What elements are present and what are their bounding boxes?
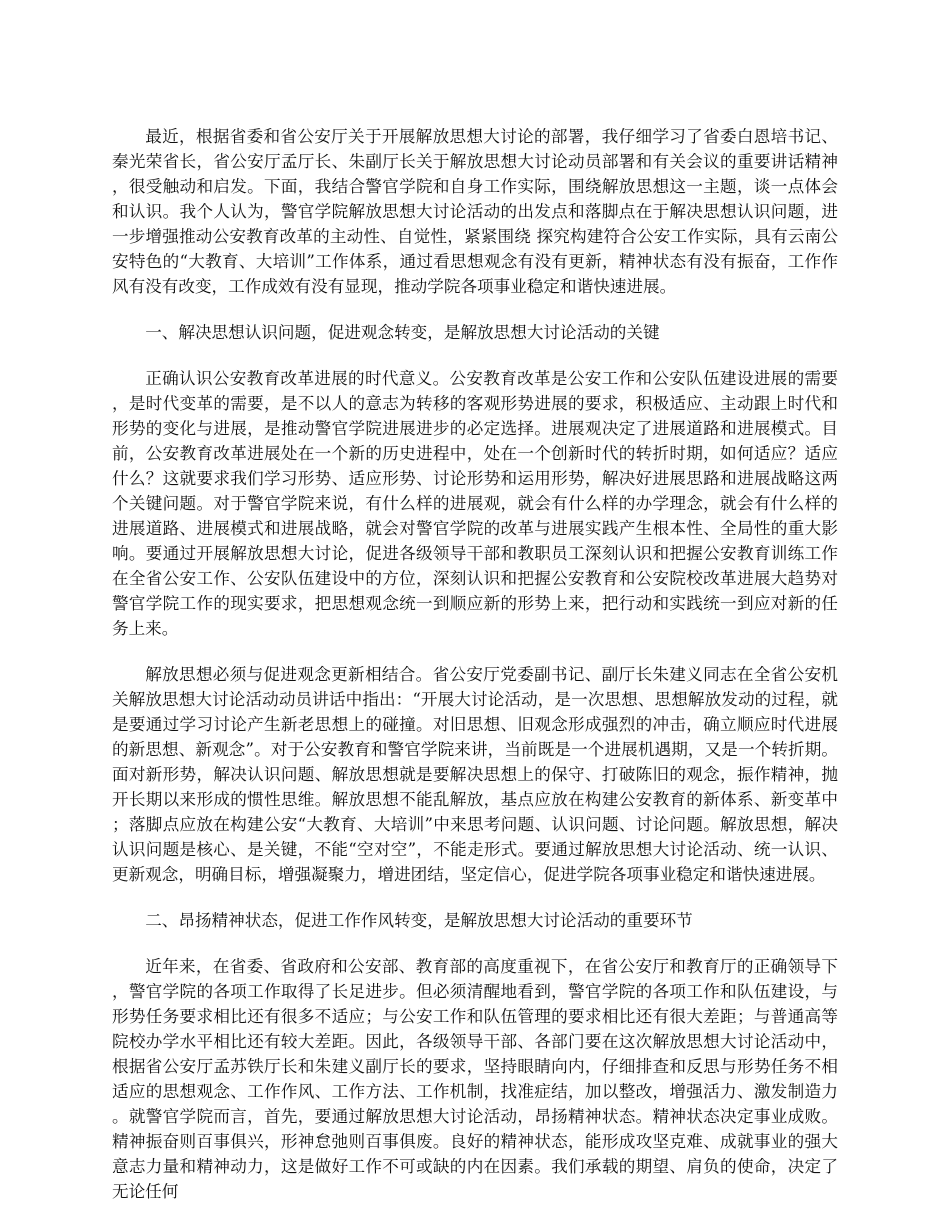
section-heading-1: 一、解决思想认识问题，促进观念转变，是解放思想大讨论活动的关键 [145, 323, 660, 342]
section-heading-2: 二、昂扬精神状态，促进工作作风转变，是解放思想大讨论活动的重要环节 [145, 911, 693, 930]
body-paragraph-mindset: 解放思想必须与促进观念更新相结合。省公安厅党委副书记、副厅长朱建义同志在全省公安机关解放思想大讨论活动动员讲话中指出：“开展大讨论活动，是一次思想、思想解放发动的过程，就是要通过学习讨论产生新老思想上的碰撞。对旧思想、旧观念形成强烈的冲击，确立顺应时代进展的新思想、新观念”。对于公安教育和警官学院来讲，当前既是一个进展机遇期，又是一个转折期。面对新形势，解决认识问题、解放思想就是要解决思想上的保守、打破陈旧的观念，振作精神，抛开长期以来形成的惯性思维。解放思想不能乱解放，基点应放在构建公安教育的新体系、新变革中；落脚点应放在构建公安“大教育、大培训”中来思考问题、认识问题、讨论问题。解放思想，解决认识问题是核心、是关键，不能“空对空”，不能走形式。要通过解放思想大讨论活动、统一认识、更新观念，明确目标，增强凝聚力，增进团结，坚定信心，促进学院各项事业稳定和谐快速进展。 [112, 665, 838, 884]
body-paragraph-intro: 最近，根据省委和省公安厅关于开展解放思想大讨论的部署，我仔细学习了省委白恩培书记、秦光荣省长，省公安厅孟厅长、朱副厅长关于解放思想大讨论动员部署和有关会议的重要讲话精神，很受触动和启发。下面，我结合警官学院和自身工作实际，围绕解放思想这一主题，谈一点体会和认识。我个人认为，警官学院解放思想大讨论活动的出发点和落脚点在于解决思想认识问题，进一步增强推动公安教育改革的主动性、自觉性，紧紧围绕 探究构建符合公安工作实际，具有云南公安特色的“大教育、大培训”工作体系，通过看思想观念有没有更新，精神状态有没有振奋，工作作风有没有改变，工作成效有没有显现，推动学院各项事业稳定和谐快速进展。 [112, 127, 838, 296]
body-paragraph-spirit: 近年来，在省委、省政府和公安部、教育部的高度重视下，在省公安厅和教育厅的正确领导下，警官学院的各项工作取得了长足进步。但必须清醒地看到，警官学院的各项工作和队伍建设，与形势任务要求相比还有很多不适应；与公安工作和队伍管理的要求相比还有很大差距；与普通高等院校办学水平相比还有较大差距。因此，各级领导干部、各部门要在这次解放思想大讨论活动中，根据省公安厅孟苏铁厅长和朱建义副厅长的要求，坚持眼睛向内，仔细排查和反思与形势任务不相适应的思想观念、工作作风、工作方法、工作机制，找准症结，加以整改，增强活力、激发制造力。就警官学院而言，首先，要通过解放思想大讨论活动，昂扬精神状态。精神状态决定事业成败。精神振奋则百事俱兴，形神怠弛则百事俱废。良好的精神状态，能形成攻坚克难、成就事业的强大意志力量和精神动力，这是做好工作不可或缺的内在因素。我们承载的期望、肩负的使命，决定了无论任何 [112, 957, 838, 1201]
document-page [112, 124, 838, 1204]
body-paragraph-significance: 正确认识公安教育改革进展的时代意义。公安教育改革是公安工作和公安队伍建设进展的需要，是时代变革的需要，是不以人的意志为转移的客观形势进展的要求，积极适应、主动跟上时代和形势的变化与进展，是推动警官学院进展进步的必定选择。进展观决定了进展道路和进展模式。目前，公安教育改革进展处在一个新的历史进程中，处在一个创新时代的转折时期，如何适应？适应什么？这就要求我们学习形势、适应形势、讨论形势和运用形势，解决好进展思路和进展战略这两个关键问题。对于警官学院来说，有什么样的进展观，就会有什么样的办学理念，就会有什么样的进展道路、进展模式和进展战略，就会对警官学院的改革与进展实践产生根本性、全局性的重大影响。要通过开展解放思想大讨论，促进各级领导干部和教职员工深刻认识和把握公安教育训练工作在全省公安工作、公安队伍建设中的方位，深刻认识和把握公安教育和公安院校改革进展大趋势对警官学院工作的现实要求，把思想观念统一到顺应新的形势上来，把行动和实践统一到应对新的任务上来。 [112, 369, 838, 638]
